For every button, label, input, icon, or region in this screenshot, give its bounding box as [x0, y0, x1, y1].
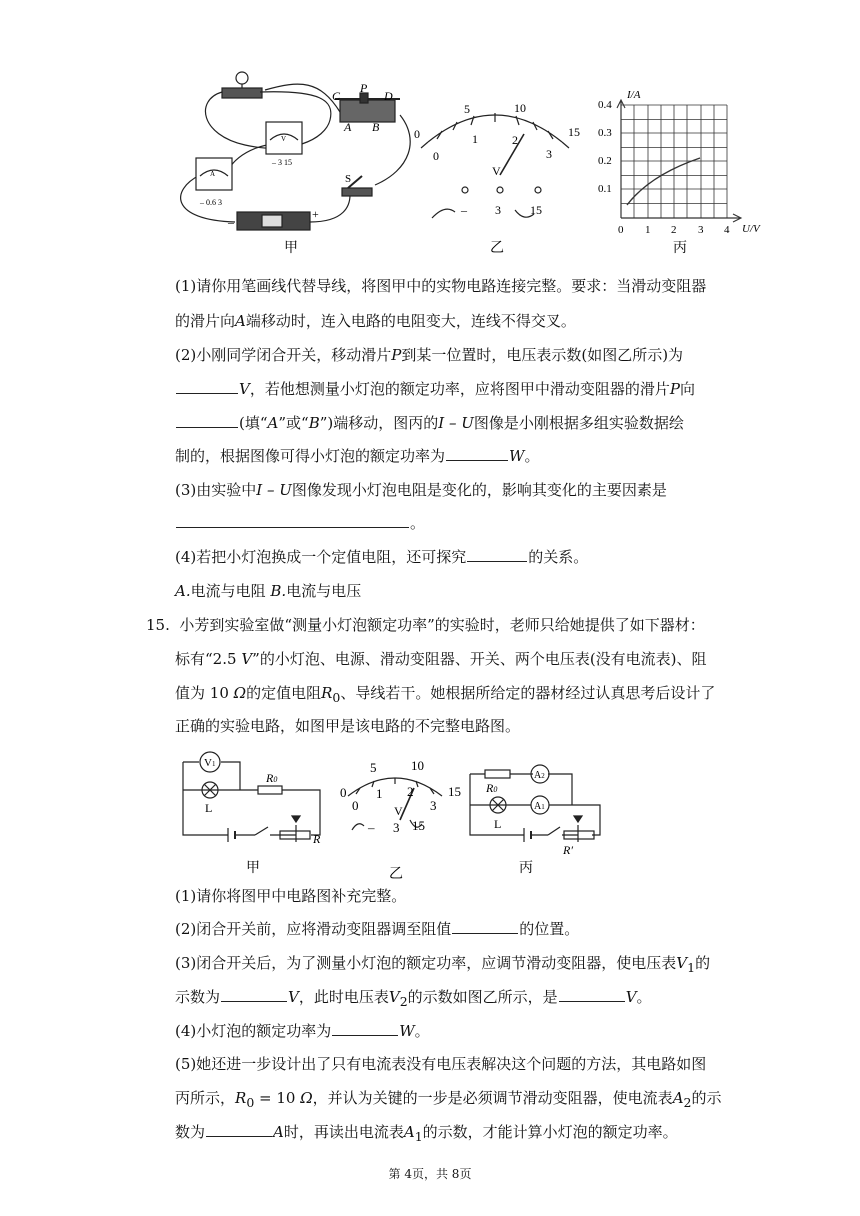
jia-r0: R0 — [266, 771, 278, 785]
dial2-top-5: 5 — [370, 760, 377, 775]
bing-rp: R′ — [563, 843, 573, 857]
battery-neg: – — [228, 215, 234, 229]
graph-xtick: 0 — [618, 224, 624, 236]
dial2-letter: V — [394, 804, 403, 818]
bing-r0: R0 — [486, 781, 498, 795]
answer-blank[interactable] — [446, 446, 508, 461]
bing-l: L — [494, 817, 502, 831]
graph-ytick: 0.4 — [598, 99, 612, 111]
answer-blank[interactable] — [176, 379, 238, 394]
dial2-term-neg: – — [368, 820, 375, 835]
q15-part1: (1)请你将图甲中电路图补充完整。 — [175, 887, 407, 905]
voltmeter-letter: V — [281, 135, 287, 143]
answer-blank[interactable] — [452, 919, 518, 934]
q15-line3: 值为 10 Ω的定值电阻$R_0$、导线若干。她根据所给定的器材经过认真思考后设计了 — [175, 684, 716, 705]
graph-xtick: 4 — [724, 224, 730, 236]
graph-y-label: I/A — [627, 89, 641, 101]
dial2-bot-0: 0 — [352, 798, 359, 813]
q15-line4: 正确的实验电路，如图甲是该电路的不完整电路图。 — [175, 717, 521, 735]
dial1-bot-0: 0 — [433, 149, 439, 163]
dial2-term-3: 3 — [393, 820, 400, 835]
iu-graph — [617, 100, 741, 222]
q14-part3-line1: (3)由实验中I – U图像发现小灯泡电阻是变化的，影响其变化的主要因素是 — [175, 481, 667, 499]
graph-x-label: U/V — [742, 223, 760, 235]
dial1-term-neg: – — [461, 203, 467, 217]
q14-part2-line1: (2)小刚同学闭合开关，移动滑片P到某一位置时，电压表示数(如图乙所示)为 — [175, 346, 684, 364]
dial1-top-0: 0 — [414, 127, 420, 141]
q14-part2-line4: 制的，根据图像可得小灯泡的额定功率为 W。 — [175, 447, 540, 465]
q14-part4-options: A.电流与电阻 B.电流与电压 — [175, 582, 362, 600]
q15-part3-line1: (3)闭合开关后，为了测量小灯泡的额定功率，应调节滑动变阻器，使电压表$V_1$的 — [175, 954, 711, 975]
q15-part5-line2: 丙所示，$R_0 = 10$ Ω，并认为关键的一步是必须调节滑动变阻器，使电流表$A_2$的示 — [175, 1089, 722, 1110]
rheo-label-p: P — [360, 81, 368, 95]
graph-ytick: 0.3 — [598, 127, 612, 139]
dial1-term-3: 3 — [495, 203, 501, 217]
graph-xtick: 2 — [671, 224, 677, 236]
answer-blank[interactable] — [467, 547, 527, 562]
bing-a2: A2 — [534, 770, 545, 781]
caption-yi: 乙 — [490, 241, 504, 256]
question-number: 15. — [146, 616, 170, 634]
q15-part2: (2)闭合开关前，应将滑动变阻器调至阻值 的位置。 — [175, 920, 580, 938]
rheo-label-c: C — [332, 89, 341, 103]
answer-blank[interactable] — [559, 987, 625, 1002]
dial2-top-0: 0 — [340, 785, 347, 800]
answer-blank[interactable] — [332, 1021, 398, 1036]
dial2-bot-3: 3 — [430, 798, 437, 813]
dial2-top-10: 10 — [411, 758, 424, 773]
graph-ytick: 0.2 — [598, 155, 612, 167]
q14-part4-line1: (4)若把小灯泡换成一个定值电阻，还可探究 的关系。 — [175, 548, 589, 566]
dial1-top-5: 5 — [464, 102, 470, 116]
caption-yi-2: 乙 — [389, 867, 403, 880]
battery-pos: + — [312, 207, 319, 221]
rheo-label-b: B — [372, 120, 380, 134]
dial1-term-15: 15 — [530, 203, 542, 217]
caption-jia-2: 甲 — [246, 861, 260, 876]
dial1-top-15: 15 — [568, 125, 580, 139]
rheo-label-a: A — [344, 120, 352, 134]
q15-part3-line2: 示数为 V，此时电压表$V_2$的示数如图乙所示，是 V。 — [175, 988, 652, 1009]
answer-blank[interactable] — [221, 987, 287, 1002]
q14-part3-line2: 。 — [175, 513, 425, 533]
q14-part1-line1: (1)请你用笔画线代替导线，将图甲中的实物电路连接完整。要求：当滑动变阻器 — [175, 277, 707, 295]
q15-line1: 15. 小芳到实验室做“测量小灯泡额定功率”的实验时，老师只给她提供了如下器材： — [146, 616, 705, 634]
caption-bing: 丙 — [673, 241, 687, 256]
jia-l: L — [205, 801, 213, 815]
answer-blank[interactable] — [176, 513, 409, 528]
q15-part4: (4)小灯泡的额定功率为 W。 — [175, 1022, 430, 1040]
dial1-top-10: 10 — [514, 101, 526, 115]
ammeter-terminals: – 0.6 3 — [200, 198, 222, 207]
voltmeter-terminals: – 3 15 — [272, 158, 292, 167]
graph-xtick: 1 — [645, 224, 651, 236]
switch-label: S — [345, 173, 352, 185]
figure-q15 — [0, 750, 860, 880]
dial2-term-15: 15 — [412, 818, 425, 833]
dial1-bot-1: 1 — [472, 132, 478, 146]
answer-blank[interactable] — [206, 1122, 272, 1137]
dial1-letter: V — [492, 164, 501, 178]
q14-part2-line3: (填“A”或“B”)端移动，图丙的I – U图像是小刚根据多组实验数据绘 — [175, 413, 684, 433]
rheo-label-d: D — [384, 89, 393, 103]
dial2-bot-2: 2 — [407, 784, 414, 799]
q15-line2: 标有“2.5 V”的小灯泡、电源、滑动变阻器、开关、两个电压表(没有电流表)、阻 — [175, 650, 707, 668]
ammeter-letter: A — [210, 170, 216, 178]
q14-part2-line2: V，若他想测量小灯泡的额定功率，应将图甲中滑动变阻器的滑片P向 — [175, 379, 695, 399]
caption-bing-2: 丙 — [519, 861, 533, 876]
page-footer: 第 4页，共 8页 — [388, 1167, 472, 1181]
dial1-bot-2: 2 — [512, 133, 518, 147]
q14-part1-line2: 的滑片向A端移动时，连入电路的电阻变大，连线不得交叉。 — [175, 312, 576, 330]
answer-blank[interactable] — [176, 413, 238, 428]
dial2-top-15: 15 — [448, 784, 461, 799]
caption-jia: 甲 — [284, 241, 298, 256]
q15-part5-line3: 数为 A时，再读出电流表$A_1$的示数，才能计算小灯泡的额定功率。 — [175, 1123, 678, 1144]
bing-a1: A1 — [534, 801, 545, 812]
graph-xtick: 3 — [698, 224, 704, 236]
jia-r: R — [313, 832, 321, 846]
graph-ytick: 0.1 — [598, 183, 612, 195]
dial1-bot-3: 3 — [546, 147, 552, 161]
dial2-bot-1: 1 — [376, 786, 383, 801]
figure-q14 — [0, 0, 860, 265]
jia-v1: V1 — [204, 757, 216, 769]
q15-part5-line1: (5)她还进一步设计出了只有电流表没有电压表解决这个问题的方法，其电路如图 — [175, 1055, 707, 1073]
